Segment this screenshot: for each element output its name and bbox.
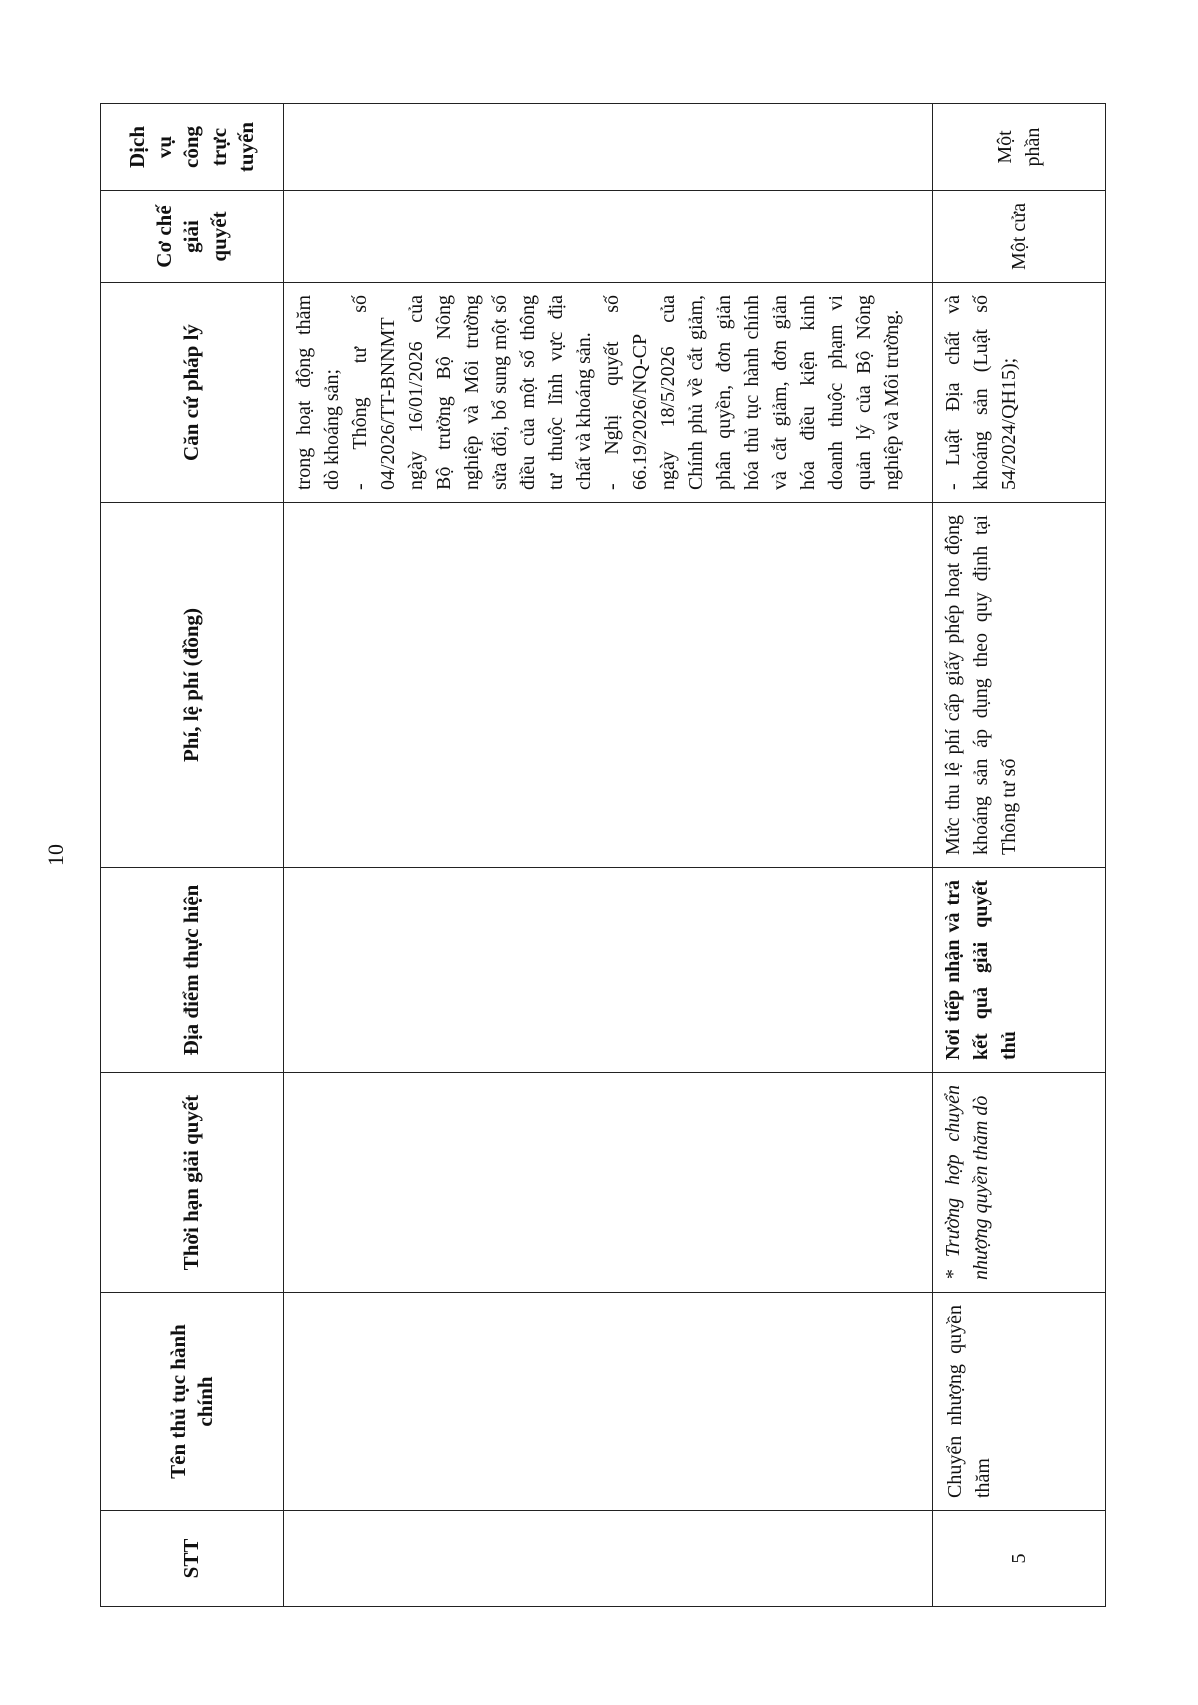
cell-phi [284,503,933,868]
cell-thoi-han [284,1073,933,1293]
cell-ten-5: Chuyển nhượng quyền thăm [933,1293,1106,1511]
cell-dich-vu [284,104,933,191]
cell-dia-diem [284,868,933,1073]
header-dia-diem: Địa điểm thực hiện [101,868,284,1073]
can-cu-text-1: trong hoạt động thăm dò khoáng sản; [293,295,343,490]
header-stt: STT [101,1511,284,1607]
cell-dich-vu-5: Một phần [933,104,1106,191]
can-cu-text-3: - Nghị quyết số 66.19/2026/NQ-CP ngày 18/5/2026 của Chính phủ về cắt giảm, phân quyền, đơn giản hóa thủ tục hành chính và cắt giảm, đơn giản hóa điều kiện kinh doanh thuộc phạm vi quản lý của Bộ Nông nghiệp và Môi trường. [601,295,903,490]
can-cu-text-2: - Thông tư số 04/2026/TT-BNNMT ngày 16/01/2026 của Bộ trưởng Bộ Nông nghiệp và Môi trường sửa đổi, bổ sung một số điều của một số thông tư thuộc lĩnh vực địa chất và khoáng sản. [349,295,595,490]
table-row-continuation [284,104,933,1607]
cell-phi-5: Mức thu lệ phí cấp giấy phép hoạt động khoáng sản áp dụng theo quy định tại Thông tư số [933,503,1106,868]
cell-can-cu [284,283,933,503]
header-row [101,104,284,1607]
header-dich-vu-cong: Dịch vụ công trực tuyến [101,104,284,191]
cell-dia-diem-5: Nơi tiếp nhận và trả kết quả giải quyết thủ [933,868,1106,1073]
cell-stt [284,1511,933,1607]
cell-thoi-han-5: * Trường hợp chuyển nhượng quyền thăm dò [933,1073,1106,1293]
header-can-cu-phap-ly: Căn cứ pháp lý [101,283,284,503]
header-phi-le-phi: Phí, lệ phí (đồng) [101,503,284,868]
cell-co-che [284,191,933,283]
rotated-table-container [100,104,1079,1607]
cell-co-che-5: Một cửa [933,191,1106,283]
cell-ten [284,1293,933,1511]
cell-can-cu-5: - Luật Địa chất và khoáng sản (Luật số 54/2024/QH15); [933,283,1106,503]
cell-stt-5: 5 [933,1511,1106,1607]
header-thoi-han: Thời hạn giải quyết [101,1073,284,1293]
header-co-che: Cơ chế giải quyết [101,191,284,283]
procedure-table [100,103,1106,1607]
header-ten-thu-tuc: Tên thủ tục hành chính [101,1293,284,1511]
page-number: 10 [43,844,68,866]
table-row-5 [933,104,1106,1607]
